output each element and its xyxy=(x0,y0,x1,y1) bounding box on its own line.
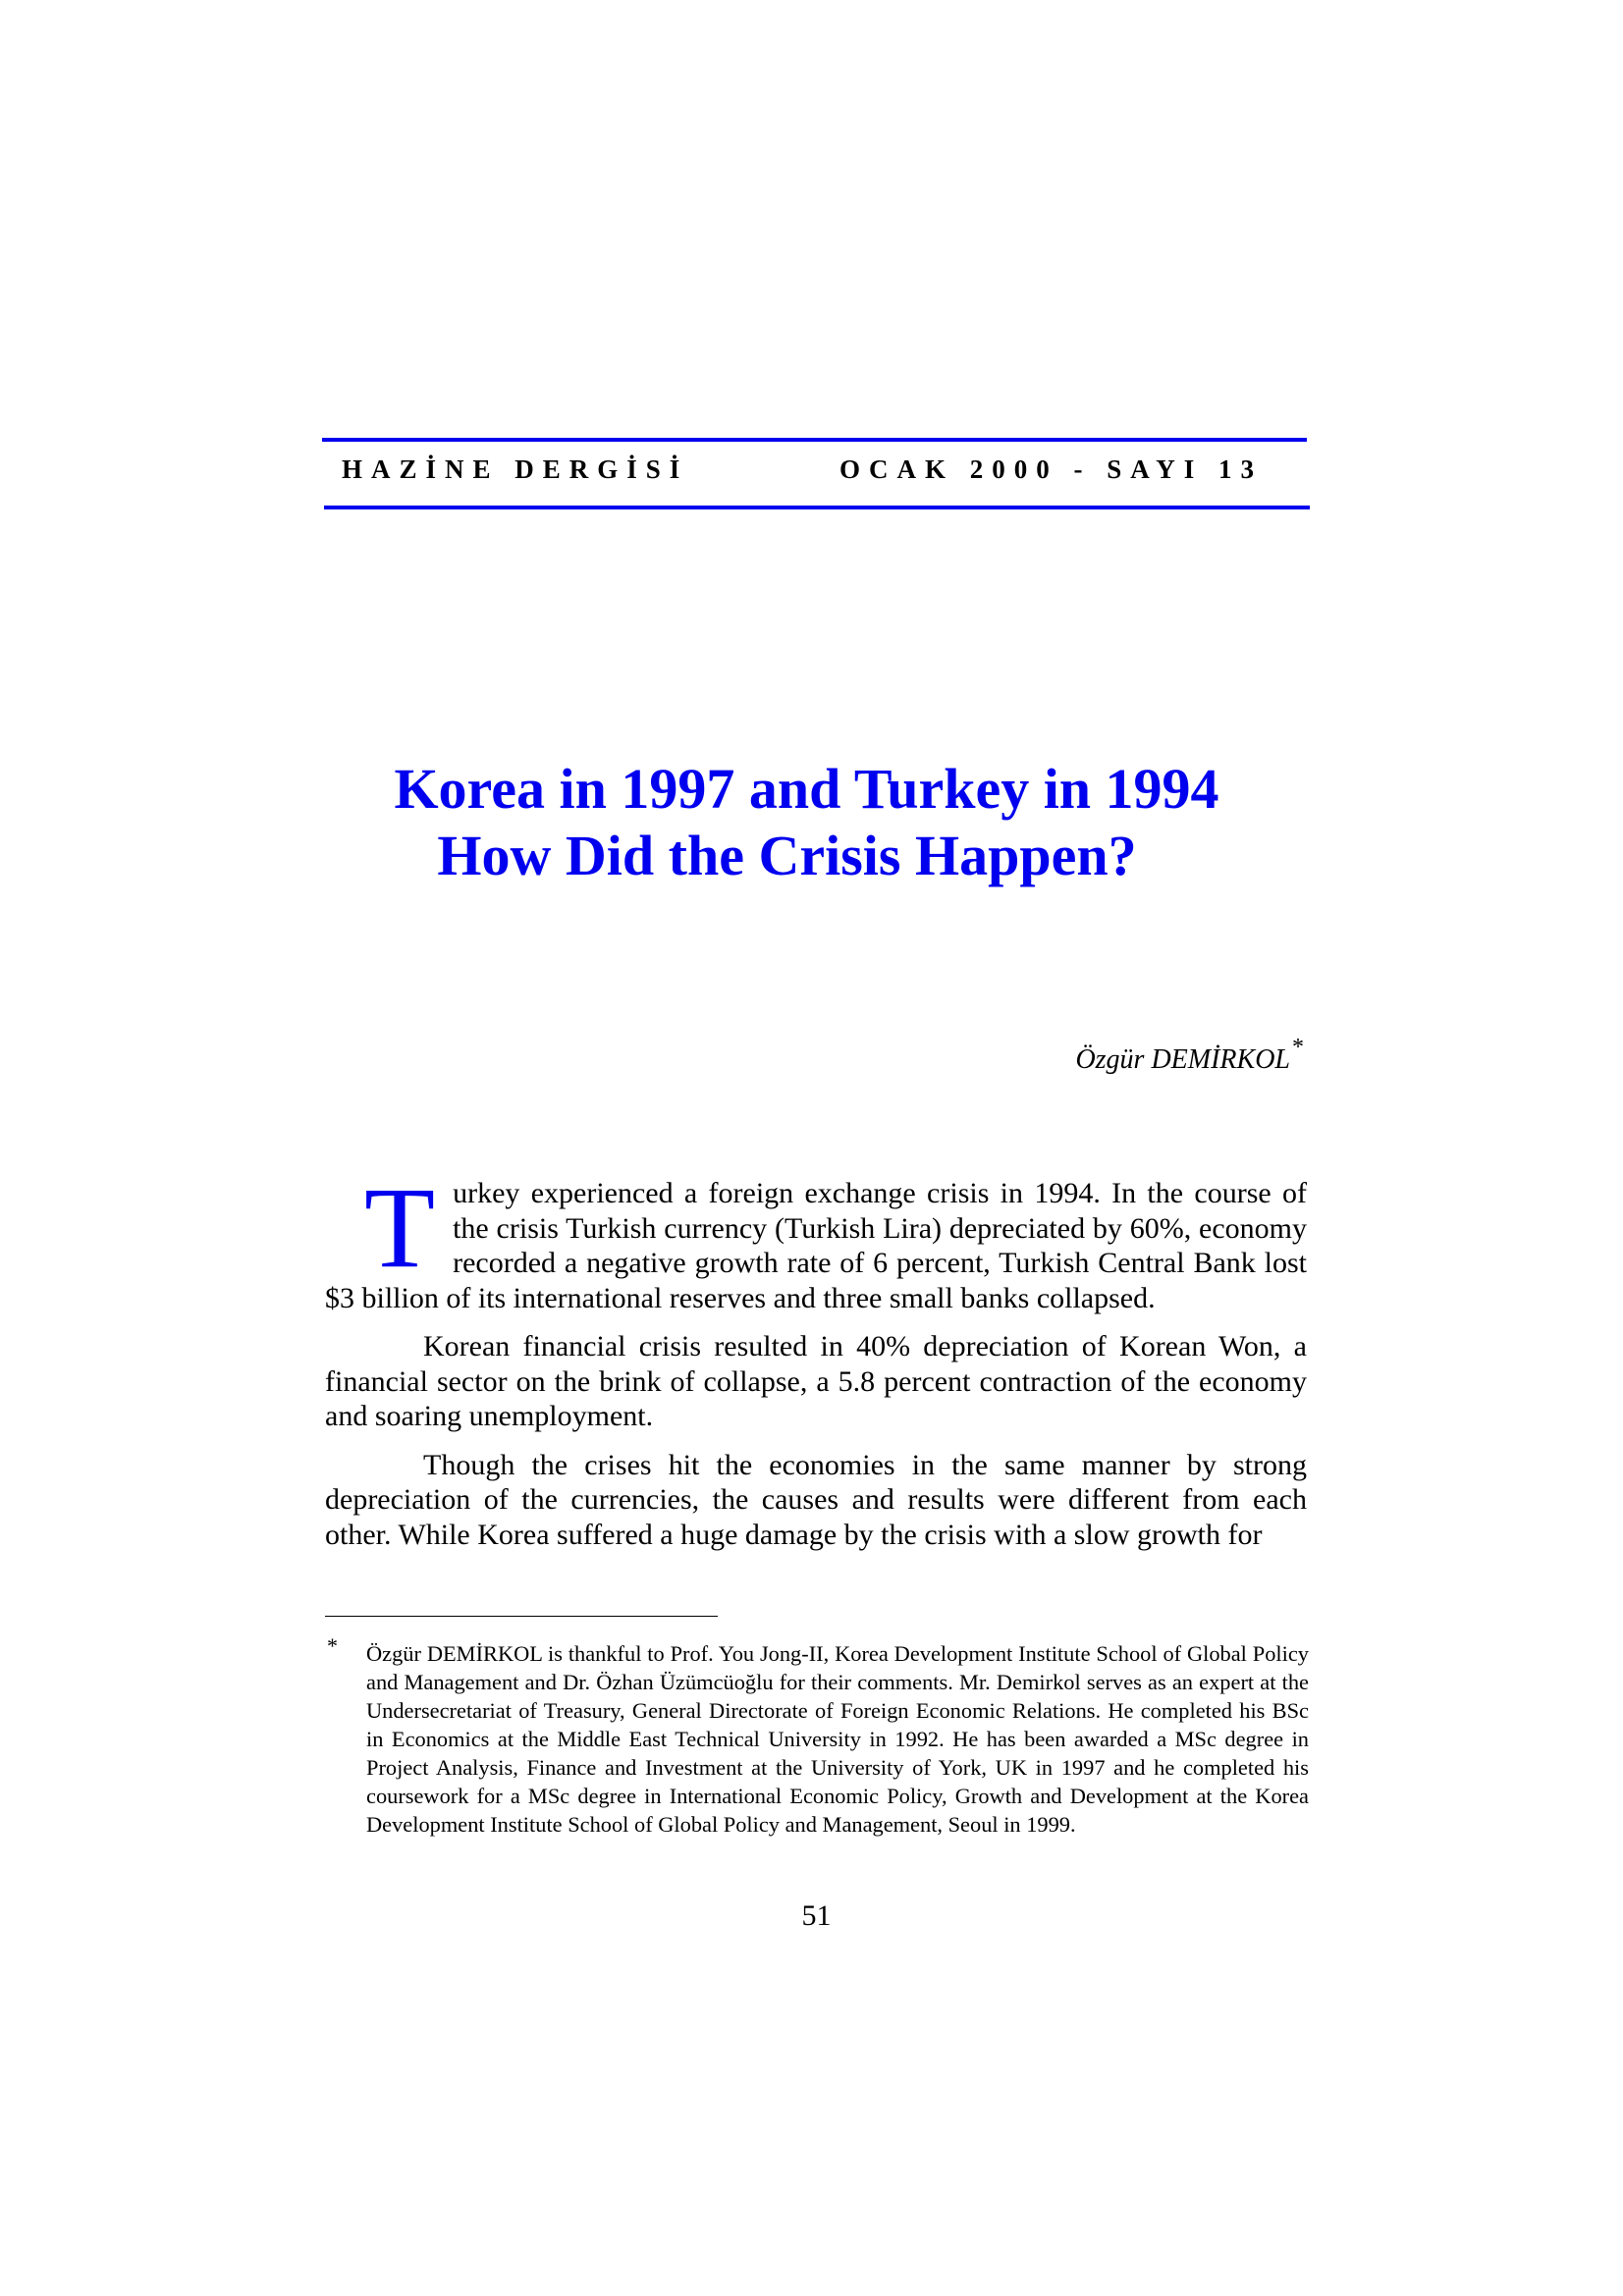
drop-cap: T xyxy=(364,1163,436,1292)
paragraph-2: Korean financial crisis resulted in 40% depreciation of Korean Won, a financial sector on the brink of collapse, a 5.8 percent contraction of the economy and soaring unemployment. xyxy=(325,1330,1307,1432)
author-name: Özgür DEMİRKOL xyxy=(1075,1044,1290,1075)
title-line-1: Korea in 1997 and Turkey in 1994 xyxy=(394,757,1219,821)
title-line-2: How Did the Crisis Happen? xyxy=(437,824,1137,887)
article-title xyxy=(324,756,1309,889)
article-body xyxy=(325,1163,1307,1566)
footnote-separator xyxy=(325,1616,718,1617)
header-bottom-rule xyxy=(324,506,1310,509)
author-byline xyxy=(1075,1035,1304,1076)
page-number: 51 xyxy=(801,1899,832,1932)
footnote-marker: * xyxy=(327,1633,338,1658)
header-top-rule xyxy=(322,438,1307,442)
paragraph-1 xyxy=(325,1163,1307,1315)
footnote-text: Özgür DEMİRKOL is thankful to Prof. You Jong-II, Korea Development Institute School of Global Policy and Management and Dr. Özhan Üzümcüoğlu for their comments. Mr. Demirkol serves as an expert at the Undersecretariat of Treasury, General Directorate of Foreign Economic Relations. He completed his BSc in Economics at the Middle East Technical University in 1992. He has been awarded a MSc degree in Project Analysis, Finance and Investment at the University of York, UK in 1997 and he completed his coursework for a MSc degree in International Economic Policy, Growth and Development at the Korea Development Institute School of Global Policy and Management, Seoul in 1999. xyxy=(366,1641,1309,1837)
paragraph-1-text: urkey experienced a foreign exchange crisis in 1994. In the course of the crisis Turkish currency (Turkish Lira) depreciated by 60%, economy recorded a negative growth rate of 6 percent, Turkish Central Bank lost $3 billion of its international reserves and three small banks collapsed. xyxy=(325,1177,1307,1314)
paragraph-3: Though the crises hit the economies in the same manner by strong depreciation of the currencies, the causes and results were different from each other. While Korea suffered a huge damage by the crisis with a slow growth for xyxy=(325,1448,1307,1551)
issue-info: OCAK 2000 - SAYI 13 xyxy=(839,454,1264,484)
author-footnote-marker: * xyxy=(1292,1035,1304,1060)
journal-name: HAZİNE DERGİSİ xyxy=(342,454,689,484)
